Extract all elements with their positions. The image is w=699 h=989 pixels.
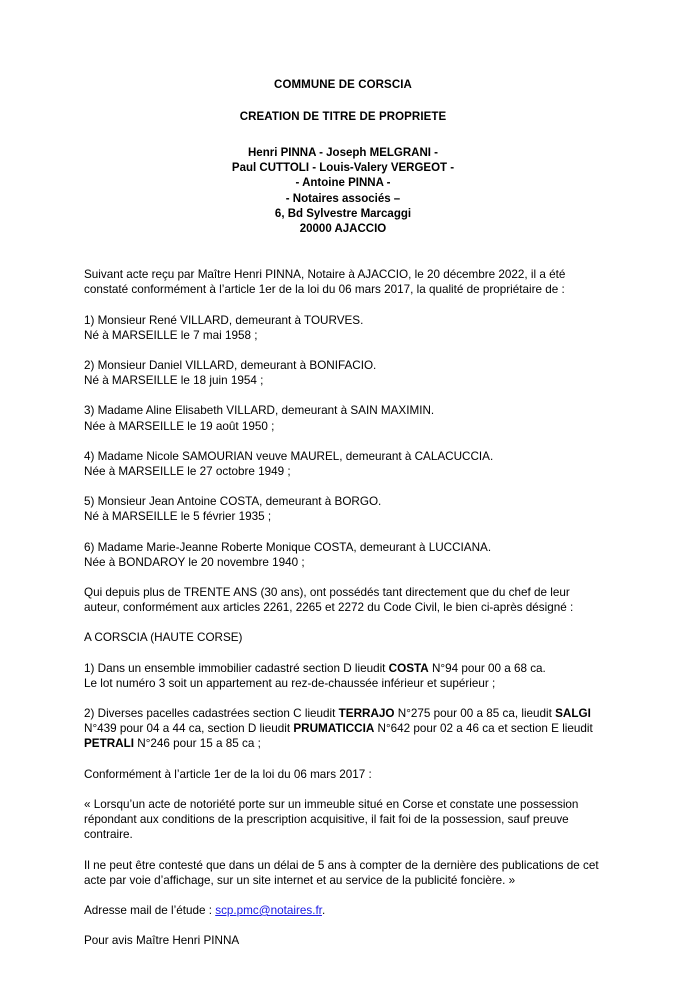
owner-1-identity: 1) Monsieur René VILLARD, demeurant à TOURVES.: [84, 313, 364, 327]
owner-entry-3: [84, 403, 602, 433]
notary-line-2: Paul CUTTOLI - Louis-Valery VERGEOT -: [231, 162, 455, 175]
header-spacer-1: [84, 93, 602, 110]
parcel-item-2: [84, 706, 602, 752]
parcel-2-seg-5: N°246 pour 15 a 85 ca ;: [134, 737, 261, 751]
parcel-1-seg-2: N°94 pour 00 a 68 ca.: [428, 661, 546, 675]
intro-line-1: Suivant acte reçu par Maître Henri PINNA, Notaire à AJACCIO, le 20 décembre 2022, il a été: [84, 268, 566, 282]
owner-2-birth: Né à MARSEILLE le 18 juin 1954 ;: [84, 374, 264, 388]
document-subject-title: CREATION DE TITRE DE PROPRIETE: [239, 110, 447, 123]
owner-1-birth: Né à MARSEILLE le 7 mai 1958 ;: [84, 328, 258, 342]
parcel-2-place-petrali: PETRALI: [84, 737, 134, 751]
law-quote-line-1: « Lorsqu’un acte de notoriété porte sur un immeuble situé en Corse et constate une possession: [84, 797, 579, 811]
location-heading: A CORSCIA (HAUTE CORSE): [84, 631, 243, 645]
law-reference-paragraph: Conformément à l’article 1er de la loi du 06 mars 2017 :: [84, 767, 372, 781]
notary-address-city: 20000 AJACCIO: [299, 223, 387, 236]
law-quote-line-2: répondant aux conditions de la prescription acquisitive, il fait foi de la possession, sauf preuve: [84, 813, 569, 827]
document-body: [84, 267, 602, 948]
document-content: [84, 78, 602, 948]
owner-entry-1: [84, 313, 602, 343]
owner-entry-5: [84, 494, 602, 524]
law-quote-line-3: contraire.: [84, 828, 133, 842]
owner-5-birth: Né à MARSEILLE le 5 février 1935 ;: [84, 510, 272, 524]
intro-line-2: constaté conformément à l’article 1er de la loi du 06 mars 2017, la qualité de propriétaire de :: [84, 283, 565, 297]
signature-line: Pour avis Maître Henri PINNA: [84, 934, 240, 948]
possession-paragraph: [84, 585, 602, 615]
owner-3-identity: 3) Madame Aline Elisabeth VILLARD, demeurant à SAIN MAXIMIN.: [84, 404, 435, 418]
parcel-1-seg-1: 1) Dans un ensemble immobilier cadastré section D lieudit: [84, 661, 389, 675]
owner-5-identity: 5) Monsieur Jean Antoine COSTA, demeurant à BORGO.: [84, 495, 382, 509]
owner-4-identity: 4) Madame Nicole SAMOURIAN veuve MAUREL, demeurant à CALACUCCIA.: [84, 449, 494, 463]
possession-line-2: auteur, conformément aux articles 2261, 2265 et 2272 du Code Civil, le bien ci-après désigné :: [84, 601, 574, 615]
parcel-item-1: [84, 661, 602, 691]
commune-title: COMMUNE DE CORSCIA: [274, 79, 412, 91]
possession-line-1: Qui depuis plus de TRENTE ANS (30 ans), ont possédés tant directement que du chef de leur: [84, 586, 570, 600]
email-label: Adresse mail de l’étude :: [84, 903, 216, 917]
owner-2-identity: 2) Monsieur Daniel VILLARD, demeurant à BONIFACIO.: [84, 359, 377, 373]
parcel-2-seg-3: N°439 pour 04 a 44 ca, section D lieudit: [84, 722, 294, 736]
parcel-1-line-1: [84, 661, 602, 676]
email-trailing-period: .: [321, 903, 326, 917]
notary-address-street: 6, Bd Sylvestre Marcaggi: [274, 207, 412, 220]
intro-paragraph: [84, 267, 602, 297]
notary-line-4: - Notaires associés –: [285, 192, 401, 205]
contest-line-1: Il ne peut être contesté que dans un délai de 5 ans à compter de la dernière des publications de cet: [84, 858, 599, 872]
parcel-1-line-2: Le lot numéro 3 soit un appartement au rez-de-chaussée inférieur et supérieur ;: [84, 676, 496, 690]
owner-entry-2: [84, 358, 602, 388]
header-spacer-2: [84, 124, 602, 146]
parcel-2-seg-4: N°642 pour 02 a 46 ca et section E lieudit: [374, 722, 593, 736]
parcel-2-place-prumaticcia: PRUMATICCIA: [293, 722, 375, 736]
notary-line-3: - Antoine PINNA -: [295, 177, 391, 190]
owner-entry-4: [84, 449, 602, 479]
parcel-2-seg-2: N°275 pour 00 a 85 ca, lieudit: [394, 707, 556, 721]
parcel-2-seg-1: 2) Diverses pacelles cadastrées section C lieudit: [84, 707, 339, 721]
email-link[interactable]: scp.pmc@notaires.fr: [215, 903, 322, 917]
owner-3-birth: Née à MARSEILLE le 19 août 1950 ;: [84, 419, 275, 433]
contest-paragraph: [84, 858, 602, 888]
parcel-2-place-salgi: SALGI: [555, 707, 591, 721]
law-quote-paragraph: [84, 797, 602, 843]
owner-6-identity: 6) Madame Marie-Jeanne Roberte Monique COSTA, demeurant à LUCCIANA.: [84, 540, 492, 554]
contest-line-2: acte par voie d’affichage, sur un site internet et au service de la publicité foncière. »: [84, 873, 516, 887]
parcel-2-place-terrajo: TERRAJO: [338, 707, 395, 721]
owner-4-birth: Née à MARSEILLE le 27 octobre 1949 ;: [84, 465, 291, 479]
owner-6-birth: Née à BONDAROY le 20 novembre 1940 ;: [84, 555, 305, 569]
document-header: [84, 78, 602, 237]
owner-entry-6: [84, 540, 602, 570]
notary-office-block: [84, 146, 602, 237]
parcel-1-place-costa: COSTA: [388, 661, 429, 675]
email-paragraph: [84, 903, 602, 918]
notary-line-1: Henri PINNA - Joseph MELGRANI -: [248, 147, 438, 159]
